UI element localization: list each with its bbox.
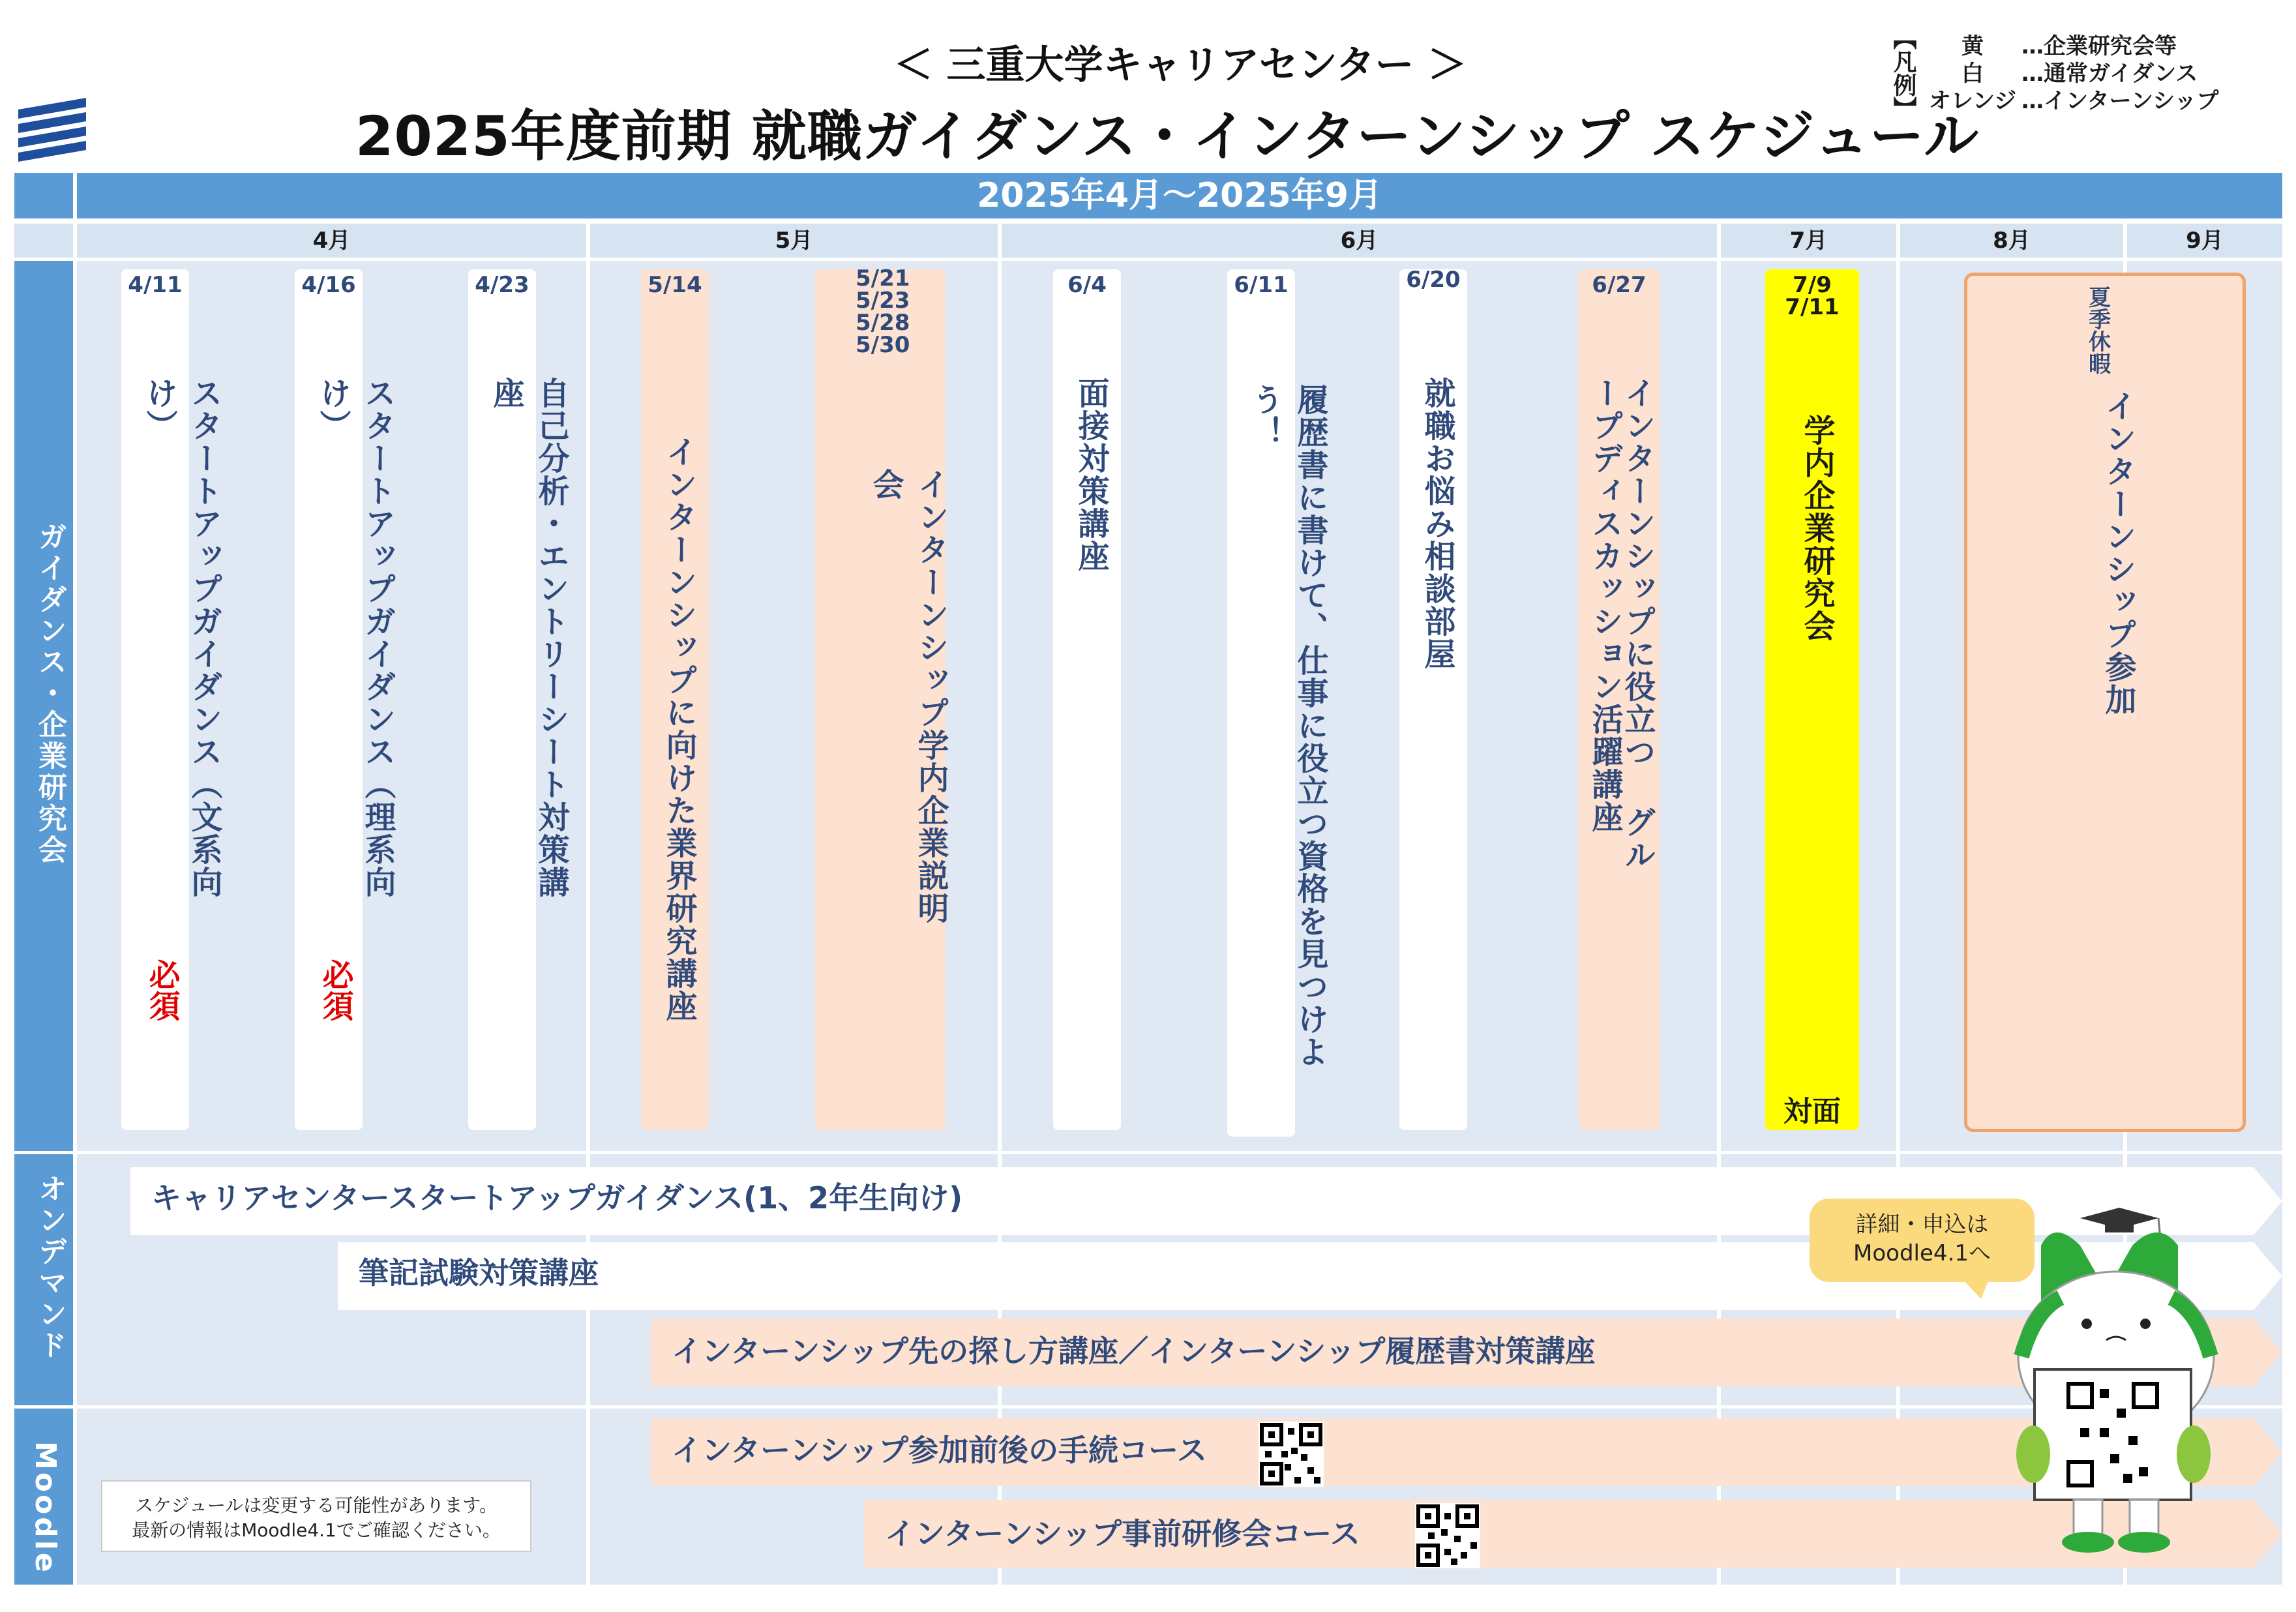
- event-date: 6/4: [1067, 272, 1107, 298]
- event-title: 面接対策講座: [1073, 377, 1109, 573]
- event-title: インターンシップ学内企業説明会: [867, 468, 949, 925]
- month-august: 8月: [1993, 228, 2031, 254]
- month-june: 6月: [1340, 228, 1379, 254]
- event-date: 6/20: [1406, 267, 1461, 293]
- event-date: 4/11: [128, 272, 183, 298]
- qr-code-icon[interactable]: [1259, 1422, 1324, 1487]
- in-person-label: 対面: [1783, 1095, 1841, 1128]
- ondemand-label: キャリアセンタースタートアップガイダンス(1、2年生向け): [151, 1180, 963, 1216]
- event-date: 5/14: [648, 272, 702, 298]
- period-label: 2025年4月～2025年9月: [977, 176, 1382, 215]
- ondemand-label: インターンシップ先の探し方講座／インターンシップ履歴書対策講座: [672, 1334, 1596, 1369]
- event-date: 4/16: [301, 272, 356, 298]
- month-divider: [586, 224, 590, 1585]
- event-date: 7/9 7/11: [1785, 272, 1840, 320]
- legend-item-orange: [1924, 87, 2289, 115]
- event-date: 6/11: [1234, 272, 1289, 298]
- event-title: 履歴書に書けて、仕事に役立つ資格を見つけよう！: [1247, 383, 1328, 1068]
- month-corner: [14, 224, 73, 258]
- qr-code-icon[interactable]: [1415, 1503, 1480, 1568]
- month-september: 9月: [2186, 228, 2224, 254]
- bubble-tail-icon: [1963, 1279, 1989, 1299]
- event-title: 自己分析・エントリーシート対策講座: [488, 377, 569, 899]
- event-title: 学内企業研究会: [1798, 414, 1835, 642]
- legend-key: オレンジ: [1928, 88, 2017, 114]
- summer-vacation-label: 夏季休暇: [2089, 285, 2111, 378]
- event-title: インターンシップに向けた業界研究講座: [661, 436, 697, 1022]
- event-date: 6/27: [1592, 272, 1647, 298]
- event-date: 4/23: [475, 272, 529, 298]
- event-date: 5/21 5/23 5/28 5/30: [856, 265, 910, 358]
- legend-key: 黄: [1961, 33, 1984, 59]
- legend-item-white: [1924, 60, 2289, 87]
- legend: [1924, 33, 2289, 115]
- legend-heading: 【凡例】: [1890, 26, 1916, 120]
- required-badge: 必須: [317, 959, 353, 1021]
- moodle-label: インターンシップ参加前後の手続コース: [672, 1433, 1207, 1468]
- section-guidance-label: ガイダンス・企業研究会: [33, 522, 67, 866]
- event-title: スタートアップガイダンス（文系向け）: [141, 377, 222, 899]
- notice-line: 最新の情報はMoodle4.1でご確認ください。: [132, 1519, 501, 1541]
- bubble-line: Moodle4.1へ: [1853, 1240, 1991, 1266]
- required-badge: 必須: [143, 959, 180, 1021]
- event-title: インターンシップ参加: [2100, 390, 2136, 716]
- event-card-0709[interactable]: [1765, 269, 1859, 1130]
- center-subtitle: ＜ 三重大学キャリアセンター ＞: [893, 42, 1467, 88]
- university-logo-icon: [18, 98, 86, 163]
- guidance-area: [77, 261, 2282, 1151]
- page-title: 2025年度前期 就職ガイダンス・インターンシップ スケジュール: [355, 104, 1980, 168]
- month-july: 7月: [1789, 228, 1828, 254]
- section-ondemand-label: オンデマンド: [33, 1174, 67, 1362]
- notice-line: スケジュールは変更する可能性があります。: [134, 1495, 498, 1516]
- corner-cell: [14, 173, 73, 218]
- section-moodle-label: Moodle: [29, 1441, 62, 1575]
- event-title: インターンシップに役立つ グループディスカッション活躍講座: [1587, 377, 1656, 871]
- event-title: スタートアップガイダンス（理系向け）: [314, 377, 396, 899]
- legend-value: …インターンシップ: [2021, 88, 2219, 114]
- event-title: 就職お悩み相談部屋: [1419, 377, 1455, 670]
- legend-item-yellow: [1924, 33, 2289, 60]
- legend-value: …企業研究会等: [2021, 33, 2177, 59]
- month-may: 5月: [775, 228, 813, 254]
- bubble-line: 詳細・申込は: [1855, 1212, 1989, 1238]
- schedule-notice: [101, 1480, 531, 1552]
- moodle-label: インターンシップ事前研修会コース: [885, 1516, 1360, 1551]
- legend-value: …通常ガイダンス: [2021, 61, 2198, 87]
- month-april: 4月: [312, 228, 351, 254]
- legend-key: 白: [1961, 61, 1984, 87]
- ondemand-label: 筆記試験対策講座: [359, 1255, 599, 1291]
- mascot-character-icon: [1995, 1193, 2230, 1559]
